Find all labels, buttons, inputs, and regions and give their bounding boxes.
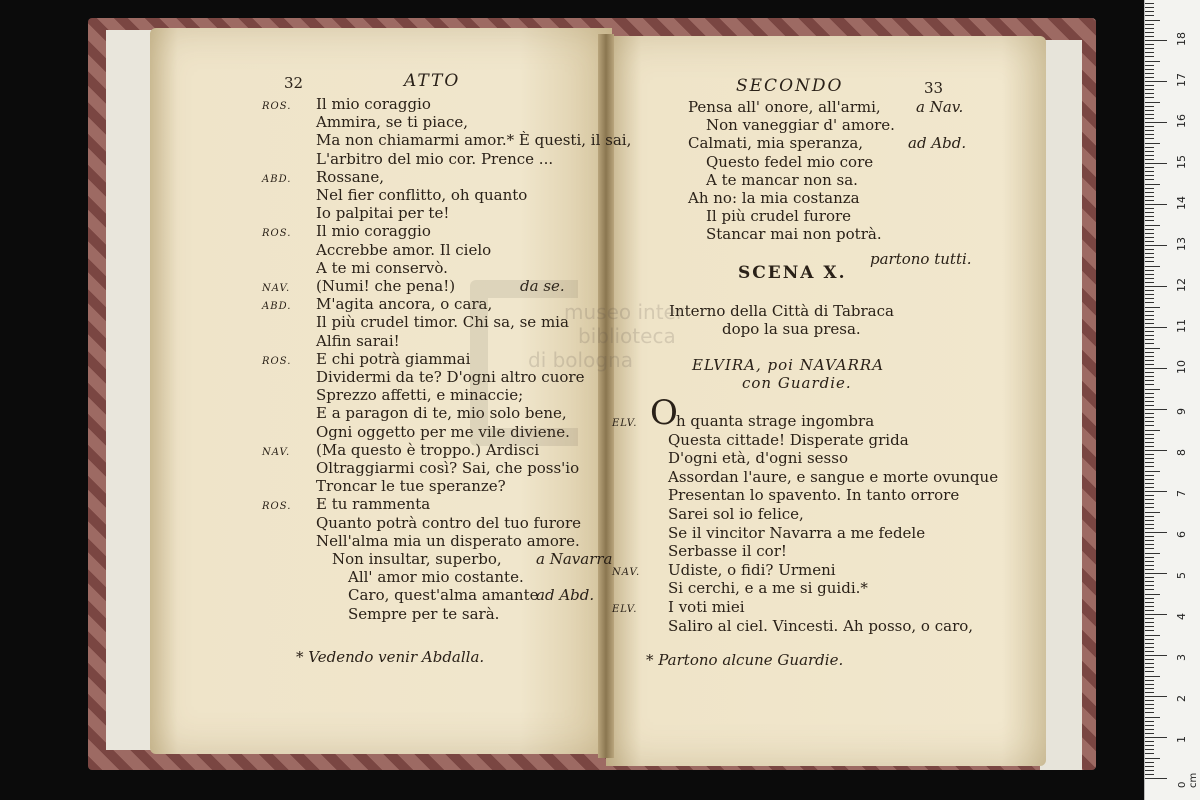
verse-line: E chi potrà giammai bbox=[316, 349, 471, 368]
ruler-tick bbox=[1145, 421, 1154, 422]
ruler-tick bbox=[1145, 626, 1154, 627]
ruler-tick bbox=[1145, 491, 1167, 492]
verse-line: Sprezzo affetti, e minaccie; bbox=[316, 386, 524, 405]
ruler-tick bbox=[1145, 507, 1154, 508]
ruler-tick bbox=[1145, 294, 1154, 295]
ruler-label: 2 bbox=[1175, 695, 1188, 702]
ruler-tick bbox=[1145, 257, 1154, 258]
verse-line: Nel fier conflitto, oh quanto bbox=[316, 186, 528, 204]
ruler-tick bbox=[1145, 229, 1154, 230]
ruler-tick bbox=[1145, 192, 1154, 193]
ruler-tick bbox=[1145, 245, 1167, 246]
ruler-label: 18 bbox=[1175, 32, 1188, 46]
ruler-tick bbox=[1145, 585, 1154, 586]
ruler-tick bbox=[1145, 40, 1167, 41]
ruler-tick bbox=[1145, 516, 1154, 517]
verse-line: Questo fedel mio core bbox=[706, 152, 874, 171]
ruler-label: 4 bbox=[1175, 613, 1188, 620]
verse-line: Ah no: la mia costanza bbox=[688, 189, 860, 207]
ruler-tick bbox=[1145, 462, 1154, 463]
ruler-tick bbox=[1145, 413, 1154, 414]
ruler-tick bbox=[1145, 15, 1154, 16]
ruler-tick bbox=[1145, 171, 1154, 172]
ruler-tick bbox=[1145, 598, 1154, 599]
ruler-tick bbox=[1145, 569, 1154, 570]
stage-direction: ad Abd. bbox=[536, 586, 595, 605]
ruler-tick bbox=[1145, 138, 1154, 139]
ruler-tick bbox=[1145, 610, 1154, 611]
speaker-label: NAV. bbox=[612, 566, 641, 578]
ruler-tick bbox=[1145, 233, 1154, 234]
ruler-tick bbox=[1145, 741, 1154, 742]
left-footnote: * Vedendo venir Abdalla. bbox=[296, 648, 485, 666]
ruler-tick bbox=[1145, 216, 1154, 217]
ruler-tick bbox=[1145, 458, 1154, 459]
verse-line: L'arbitro del mio cor. Prence ... bbox=[316, 149, 554, 168]
ruler-tick bbox=[1145, 524, 1154, 525]
verse-line: (Ma questo è troppo.) Ardisci bbox=[316, 440, 540, 459]
ruler-tick bbox=[1145, 450, 1167, 451]
ruler-tick bbox=[1145, 147, 1154, 148]
ruler-label: 7 bbox=[1175, 490, 1188, 497]
ruler-tick bbox=[1145, 717, 1160, 718]
ruler-tick bbox=[1145, 643, 1154, 644]
ruler-label: 5 bbox=[1175, 572, 1188, 579]
ruler-tick bbox=[1145, 278, 1154, 279]
speaker-label: NAV. bbox=[262, 446, 291, 458]
ruler-tick bbox=[1145, 565, 1154, 566]
ruler-label: 15 bbox=[1175, 155, 1188, 169]
ruler-tick bbox=[1145, 401, 1154, 402]
verse-line: Ma non chiamarmi amor.* È questi, il sai, bbox=[316, 131, 632, 150]
verse-line: Caro, quest'alma amante bbox=[348, 586, 539, 605]
ruler-tick bbox=[1145, 725, 1154, 726]
watermark-line: museo inter bbox=[564, 300, 685, 324]
verse-line: Nell'alma mia un disperato amore. bbox=[316, 531, 580, 550]
verse-line: Il più crudel timor. Chi sa, se mia bbox=[316, 313, 569, 332]
ruler-tick bbox=[1145, 446, 1154, 447]
right-footnote: * Partono alcune Guardie. bbox=[646, 651, 844, 669]
ruler-tick bbox=[1145, 503, 1154, 504]
exit-direction: partono tutti. bbox=[870, 250, 972, 268]
verse-line: M'agita ancora, o cara, bbox=[316, 295, 493, 314]
ruler-label: 8 bbox=[1175, 449, 1188, 456]
ruler-tick bbox=[1145, 704, 1154, 705]
scene-setting-line1: Interno della Città di Tabraca bbox=[669, 302, 894, 320]
ruler-tick bbox=[1145, 212, 1154, 213]
right-page-header: SECONDO bbox=[736, 76, 844, 96]
characters-line2: con Guardie. bbox=[742, 374, 852, 392]
verse-line: Dividermi da te? D'ogni altro cuore bbox=[316, 368, 585, 386]
ruler-tick bbox=[1145, 749, 1154, 750]
ruler-label: 17 bbox=[1175, 73, 1188, 87]
ruler-tick bbox=[1145, 487, 1154, 488]
ruler-tick bbox=[1145, 561, 1154, 562]
ruler-tick bbox=[1145, 389, 1160, 390]
ruler-tick bbox=[1145, 352, 1154, 353]
verse-line: Ogni oggetto per me vile diviene. bbox=[316, 422, 570, 441]
verse-line: Assordan l'aure, e sangue e morte ovunque bbox=[668, 467, 999, 486]
ruler-tick bbox=[1145, 766, 1154, 767]
ruler-tick bbox=[1145, 729, 1154, 730]
verse-line: Il più crudel furore bbox=[706, 207, 852, 226]
ruler-tick bbox=[1145, 122, 1167, 123]
ruler-tick bbox=[1145, 647, 1154, 648]
ruler-tick bbox=[1145, 454, 1154, 455]
ruler-tick bbox=[1145, 671, 1154, 672]
stage-direction: ad Abd. bbox=[908, 134, 967, 153]
ruler-tick bbox=[1145, 676, 1160, 677]
ruler-tick bbox=[1145, 163, 1167, 164]
scene-setting-line2: dopo la sua presa. bbox=[722, 320, 861, 338]
verse-line: Stancar mai non potrà. bbox=[706, 225, 882, 244]
verse-line: E a paragon di te, mio solo bene, bbox=[316, 404, 567, 423]
ruler-tick bbox=[1145, 393, 1154, 394]
ruler-unit: 0 cm bbox=[1177, 772, 1199, 788]
ruler-tick bbox=[1145, 81, 1167, 82]
verse-line: Non insultar, superbo, bbox=[332, 550, 502, 568]
ruler-tick bbox=[1145, 589, 1154, 590]
verse-line: Calmati, mia speranza, bbox=[688, 134, 864, 153]
ruler-tick bbox=[1145, 372, 1154, 373]
ruler-tick bbox=[1145, 179, 1154, 180]
ruler-tick bbox=[1145, 323, 1154, 324]
ruler-tick bbox=[1145, 581, 1154, 582]
ruler-tick bbox=[1145, 274, 1154, 275]
ruler-tick bbox=[1145, 335, 1154, 336]
ruler-tick bbox=[1145, 261, 1154, 262]
verse-line: Alfin sarai! bbox=[316, 331, 400, 350]
ruler-label: 11 bbox=[1175, 319, 1188, 333]
ruler-tick bbox=[1145, 302, 1154, 303]
ruler-tick bbox=[1145, 134, 1154, 135]
ruler-tick bbox=[1145, 594, 1160, 595]
ruler-tick bbox=[1145, 758, 1160, 759]
verse-line: Questa cittade! Disperate grida bbox=[668, 430, 909, 449]
ruler-tick bbox=[1145, 442, 1154, 443]
ruler-tick bbox=[1145, 745, 1154, 746]
ruler-tick bbox=[1145, 52, 1154, 53]
scene-title: SCENA X. bbox=[738, 263, 847, 283]
ruler-tick bbox=[1145, 430, 1160, 431]
speaker-label: ROS. bbox=[262, 501, 292, 513]
verse-line: Pensa all' onore, all'armi, bbox=[688, 98, 881, 116]
ruler-tick bbox=[1145, 606, 1154, 607]
ruler-tick bbox=[1145, 175, 1154, 176]
verse-line: Sempre per te sarà. bbox=[348, 604, 500, 623]
ruler-tick bbox=[1145, 106, 1154, 107]
ruler-tick bbox=[1145, 65, 1154, 66]
speaker-label: ABD. bbox=[262, 301, 292, 313]
left-page-header: ATTO bbox=[404, 71, 461, 91]
ruler-tick bbox=[1145, 167, 1154, 168]
measurement-ruler bbox=[1144, 0, 1200, 800]
ruler-tick bbox=[1145, 425, 1154, 426]
ruler-tick bbox=[1145, 77, 1154, 78]
ruler-tick bbox=[1145, 97, 1154, 98]
ruler-tick bbox=[1145, 44, 1154, 45]
right-page-number: 33 bbox=[924, 79, 944, 97]
verse-line: I voti miei bbox=[668, 598, 745, 616]
ruler-tick bbox=[1145, 28, 1154, 29]
speaker-label: NAV. bbox=[262, 283, 291, 294]
ruler-tick bbox=[1145, 188, 1154, 189]
ruler-tick bbox=[1145, 614, 1167, 615]
ruler-tick bbox=[1145, 118, 1154, 119]
ruler-tick bbox=[1145, 290, 1154, 291]
ruler-tick bbox=[1145, 319, 1154, 320]
ruler-tick bbox=[1145, 733, 1154, 734]
ruler-tick bbox=[1145, 225, 1160, 226]
ruler-tick bbox=[1145, 618, 1154, 619]
ruler-tick bbox=[1145, 651, 1154, 652]
ruler-tick bbox=[1145, 85, 1154, 86]
ruler-tick bbox=[1145, 368, 1167, 369]
verse-line: Se il vincitor Navarra a me fedele bbox=[668, 523, 926, 542]
ruler-tick bbox=[1145, 639, 1154, 640]
ruler-tick bbox=[1145, 635, 1160, 636]
ruler-tick bbox=[1145, 266, 1160, 267]
ruler-tick bbox=[1145, 475, 1154, 476]
verse-line: Il mio coraggio bbox=[316, 95, 431, 113]
verse-line: Rossane, bbox=[316, 167, 384, 186]
speaker-label: ROS. bbox=[262, 101, 292, 112]
ruler-tick bbox=[1145, 331, 1154, 332]
ruler-label: 10 bbox=[1175, 360, 1188, 374]
verse-line: Troncar le tue speranze? bbox=[316, 477, 506, 496]
stage-direction: a Navarra bbox=[536, 550, 613, 568]
verse-line: All' amor mio costante. bbox=[348, 568, 524, 587]
verse-line: Sarei sol io felice, bbox=[668, 505, 804, 523]
verse-line: Ammira, se ti piace, bbox=[316, 113, 469, 132]
ruler-tick bbox=[1145, 204, 1167, 205]
ruler-tick bbox=[1145, 20, 1160, 21]
ruler-tick bbox=[1145, 143, 1160, 144]
ruler-tick bbox=[1145, 89, 1154, 90]
verse-line: E tu rammenta bbox=[316, 495, 431, 514]
verse-line: Non vaneggiar d' amore. bbox=[706, 116, 895, 135]
ruler-tick bbox=[1145, 339, 1154, 340]
ruler-tick bbox=[1145, 680, 1154, 681]
verse-line: Quanto potrà contro del tuo furore bbox=[316, 513, 582, 532]
ruler-tick bbox=[1145, 380, 1154, 381]
right-flyleaf bbox=[1040, 40, 1082, 770]
ruler-tick bbox=[1145, 438, 1154, 439]
ruler-tick bbox=[1145, 69, 1154, 70]
ruler-tick bbox=[1145, 364, 1154, 365]
ruler-tick bbox=[1145, 327, 1167, 328]
ruler-tick bbox=[1145, 73, 1154, 74]
ruler-tick bbox=[1145, 512, 1160, 513]
ruler-tick bbox=[1145, 553, 1160, 554]
ruler-tick bbox=[1145, 544, 1154, 545]
ruler-tick bbox=[1145, 126, 1154, 127]
ruler-tick bbox=[1145, 196, 1154, 197]
ruler-tick bbox=[1145, 315, 1154, 316]
ruler-label: 6 bbox=[1175, 531, 1188, 538]
ruler-tick bbox=[1145, 384, 1154, 385]
ruler-tick bbox=[1145, 56, 1154, 57]
ruler-tick bbox=[1145, 688, 1154, 689]
ruler-tick bbox=[1145, 762, 1154, 763]
ruler-tick bbox=[1145, 696, 1167, 697]
ruler-tick bbox=[1145, 200, 1154, 201]
ruler-tick bbox=[1145, 721, 1154, 722]
ruler-tick bbox=[1145, 241, 1154, 242]
ruler-label: 3 bbox=[1175, 654, 1188, 661]
ruler-tick bbox=[1145, 692, 1154, 693]
ruler-tick bbox=[1145, 409, 1167, 410]
ruler-tick bbox=[1145, 270, 1154, 271]
ruler-tick bbox=[1145, 405, 1154, 406]
verse-line: Oltraggiarmi così? Sai, che poss'io bbox=[316, 459, 580, 477]
ruler-tick bbox=[1145, 573, 1167, 574]
verse-line: Saliro al ciel. Vincesti. Ah posso, o caro, bbox=[668, 616, 974, 635]
ruler-tick bbox=[1145, 93, 1154, 94]
ruler-tick bbox=[1145, 577, 1154, 578]
ruler-tick bbox=[1145, 220, 1154, 221]
characters-line1: ELVIRA, poi NAVARRA bbox=[692, 356, 885, 374]
ruler-tick bbox=[1145, 286, 1167, 287]
ruler-tick bbox=[1145, 343, 1154, 344]
ruler-tick bbox=[1145, 356, 1154, 357]
stage-direction: da se. bbox=[520, 277, 565, 295]
ruler-tick bbox=[1145, 7, 1154, 8]
ruler-label: 14 bbox=[1175, 196, 1188, 210]
ruler-tick bbox=[1145, 479, 1154, 480]
verse-line: Udiste, o fidi? Urmeni bbox=[668, 560, 836, 579]
verse-line: D'ogni età, d'ogni sesso bbox=[668, 449, 848, 468]
ruler-tick bbox=[1145, 434, 1154, 435]
ruler-tick bbox=[1145, 348, 1160, 349]
ruler-tick bbox=[1145, 110, 1154, 111]
left-page-number: 32 bbox=[284, 74, 304, 92]
speaker-label: ROS. bbox=[262, 355, 292, 367]
ruler-tick bbox=[1145, 61, 1160, 62]
ruler-tick bbox=[1145, 708, 1154, 709]
ruler-tick bbox=[1145, 778, 1167, 779]
ruler-label: 9 bbox=[1175, 408, 1188, 415]
ruler-tick bbox=[1145, 32, 1154, 33]
ruler-tick bbox=[1145, 774, 1154, 775]
ruler-tick bbox=[1145, 622, 1154, 623]
ruler-tick bbox=[1145, 376, 1154, 377]
stage-direction: a Nav. bbox=[916, 98, 964, 116]
ruler-tick bbox=[1145, 151, 1154, 152]
ruler-tick bbox=[1145, 208, 1154, 209]
ruler-tick bbox=[1145, 663, 1154, 664]
speaker-label: ELV. bbox=[612, 604, 638, 615]
ruler-tick bbox=[1145, 700, 1154, 701]
ruler-tick bbox=[1145, 499, 1154, 500]
speaker-label: ROS. bbox=[262, 228, 292, 240]
verse-line: Io palpitai per te! bbox=[316, 204, 450, 223]
watermark-line: biblioteca bbox=[578, 324, 676, 348]
verse-line: A te mi conservò. bbox=[316, 258, 448, 277]
ruler-tick bbox=[1145, 471, 1160, 472]
ruler-tick bbox=[1145, 311, 1154, 312]
ruler-tick bbox=[1145, 737, 1167, 738]
verse-line: A te mancar non sa. bbox=[706, 170, 858, 189]
speaker-label: ELV. bbox=[612, 418, 638, 429]
verse-line: h quanta strage ingombra bbox=[676, 412, 875, 430]
ruler-tick bbox=[1145, 114, 1154, 115]
ruler-tick bbox=[1145, 602, 1154, 603]
ruler-tick bbox=[1145, 684, 1154, 685]
ruler-tick bbox=[1145, 360, 1154, 361]
ruler-tick bbox=[1145, 36, 1154, 37]
verse-line: Accrebbe amor. Il cielo bbox=[316, 240, 492, 259]
ruler-tick bbox=[1145, 102, 1160, 103]
ruler-tick bbox=[1145, 24, 1154, 25]
ruler-tick bbox=[1145, 536, 1154, 537]
ruler-label: 13 bbox=[1175, 237, 1188, 251]
ruler-tick bbox=[1145, 417, 1154, 418]
ruler-tick bbox=[1145, 3, 1154, 4]
verse-line: Il mio coraggio bbox=[316, 222, 431, 241]
verse-line: (Numi! che pena!) bbox=[316, 277, 456, 295]
ruler-tick bbox=[1145, 540, 1154, 541]
ruler-tick bbox=[1145, 630, 1154, 631]
ruler-tick bbox=[1145, 397, 1154, 398]
ruler-tick bbox=[1145, 282, 1154, 283]
ruler-tick bbox=[1145, 753, 1154, 754]
ruler-tick bbox=[1145, 48, 1154, 49]
ruler-label: 12 bbox=[1175, 278, 1188, 292]
verse-line: Presentan lo spavento. In tanto orrore bbox=[668, 486, 960, 505]
ruler-tick bbox=[1145, 253, 1154, 254]
ruler-label: 16 bbox=[1175, 114, 1188, 128]
verse-line: Si cerchi, e a me si guidi.* bbox=[668, 579, 868, 598]
ruler-tick bbox=[1145, 298, 1154, 299]
ruler-tick bbox=[1145, 11, 1154, 12]
ruler-tick bbox=[1145, 307, 1160, 308]
ruler-tick bbox=[1145, 184, 1160, 185]
ruler-tick bbox=[1145, 495, 1154, 496]
ruler-tick bbox=[1145, 532, 1167, 533]
ruler-tick bbox=[1145, 712, 1154, 713]
ruler-tick bbox=[1145, 130, 1154, 131]
ruler-tick bbox=[1145, 520, 1154, 521]
ruler-tick bbox=[1145, 548, 1154, 549]
ruler-tick bbox=[1145, 528, 1154, 529]
ruler-tick bbox=[1145, 667, 1154, 668]
ruler-label: 1 bbox=[1175, 736, 1188, 743]
watermark-line: di bologna bbox=[528, 348, 633, 372]
ruler-tick bbox=[1145, 249, 1154, 250]
ruler-tick bbox=[1145, 483, 1154, 484]
ruler-tick bbox=[1145, 237, 1154, 238]
ruler-tick bbox=[1145, 659, 1154, 660]
verse-line: Serbasse il cor! bbox=[668, 542, 787, 561]
ruler-tick bbox=[1145, 159, 1154, 160]
ruler-tick bbox=[1145, 155, 1154, 156]
watermark-text bbox=[470, 300, 684, 372]
ruler-tick bbox=[1145, 466, 1154, 467]
drop-cap: O bbox=[650, 393, 678, 433]
ruler-tick bbox=[1145, 770, 1154, 771]
ruler-tick bbox=[1145, 655, 1167, 656]
speaker-label: ABD. bbox=[262, 173, 292, 185]
ruler-tick bbox=[1145, 557, 1154, 558]
